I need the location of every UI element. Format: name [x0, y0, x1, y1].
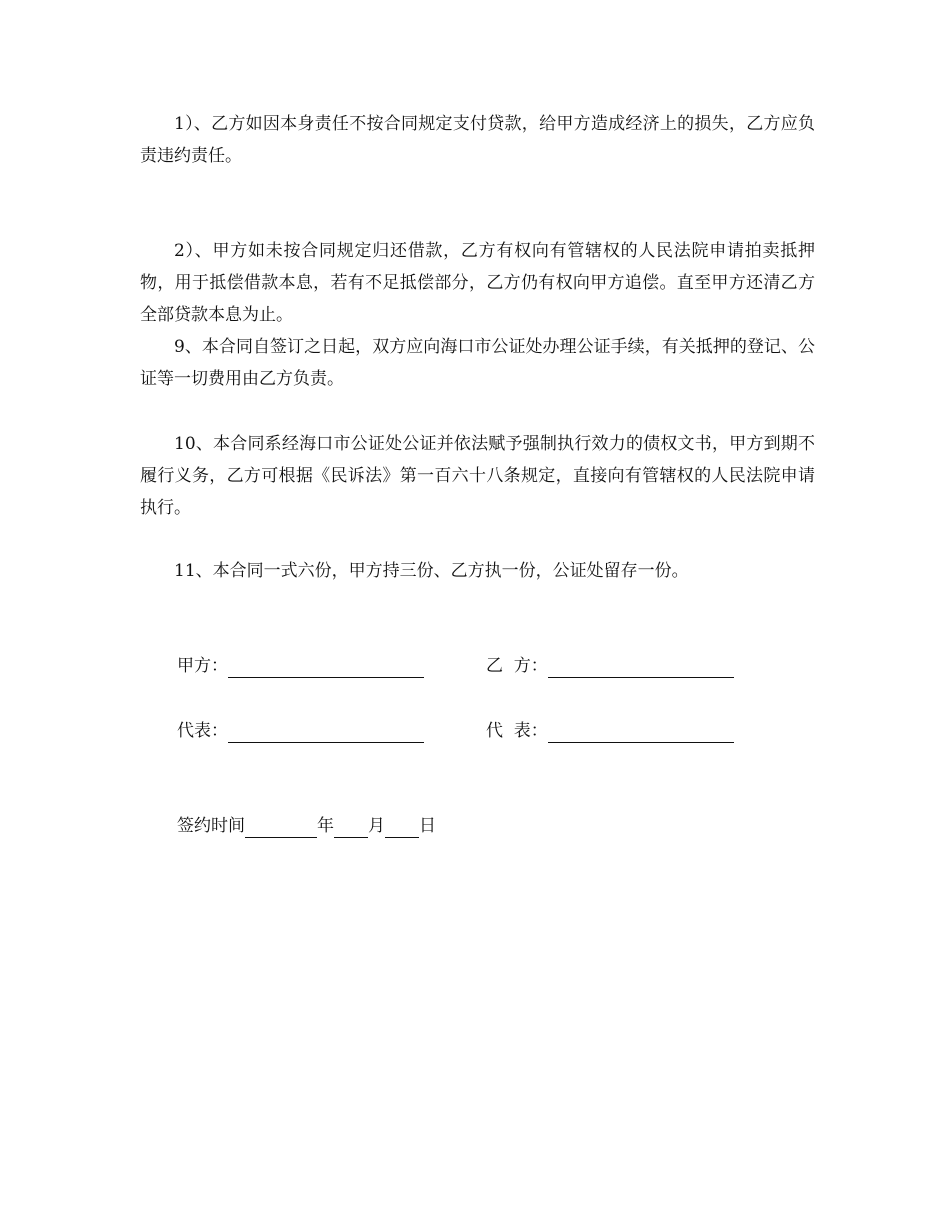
- signing-date-label: 签约时间: [177, 816, 245, 836]
- month-blank[interactable]: [334, 817, 368, 838]
- clause-11-paragraph: 11、本合同一式六份，甲方持三份、乙方执一份，公证处留存一份。: [174, 561, 689, 581]
- year-blank[interactable]: [245, 817, 317, 838]
- clause-9-paragraph: 9、本合同自签订之日起，双方应向海口市公证处办理公证手续，有关抵押的登记、公证等一切费用由乙方负责。: [140, 337, 815, 389]
- representative-b-label: 代 表：: [486, 721, 548, 741]
- representative-a-signature-line[interactable]: [228, 722, 424, 743]
- party-b-label: 乙 方：: [486, 656, 548, 676]
- day-label: 日: [419, 816, 436, 836]
- representative-a-label: 代表：: [177, 721, 228, 741]
- party-a-signature-row: [177, 654, 424, 678]
- year-label: 年: [317, 816, 334, 836]
- party-a-label: 甲方：: [177, 656, 228, 676]
- party-b-signature-row: [486, 654, 734, 678]
- party-b-signature-line[interactable]: [548, 657, 734, 678]
- signing-date-row: [177, 814, 436, 838]
- clause-1-paragraph: 1）、乙方如因本身责任不按合同规定支付贷款，给甲方造成经济上的损失，乙方应负责违约责任。: [140, 114, 815, 166]
- representative-b-signature-row: [486, 719, 734, 743]
- month-label: 月: [368, 816, 385, 836]
- clause-2-paragraph: 2）、甲方如未按合同规定归还借款，乙方有权向有管辖权的人民法院申请拍卖抵押物，用于抵偿借款本息，若有不足抵偿部分，乙方仍有权向甲方追偿。直至甲方还清乙方全部贷款本息为止。: [140, 241, 815, 325]
- representative-a-signature-row: [177, 719, 424, 743]
- day-blank[interactable]: [385, 817, 419, 838]
- representative-b-signature-line[interactable]: [548, 722, 734, 743]
- party-a-signature-line[interactable]: [228, 657, 424, 678]
- clause-10-paragraph: 10、本合同系经海口市公证处公证并依法赋予强制执行效力的债权文书，甲方到期不履行义务，乙方可根据《民诉法》第一百六十八条规定，直接向有管辖权的人民法院申请执行。: [140, 434, 815, 518]
